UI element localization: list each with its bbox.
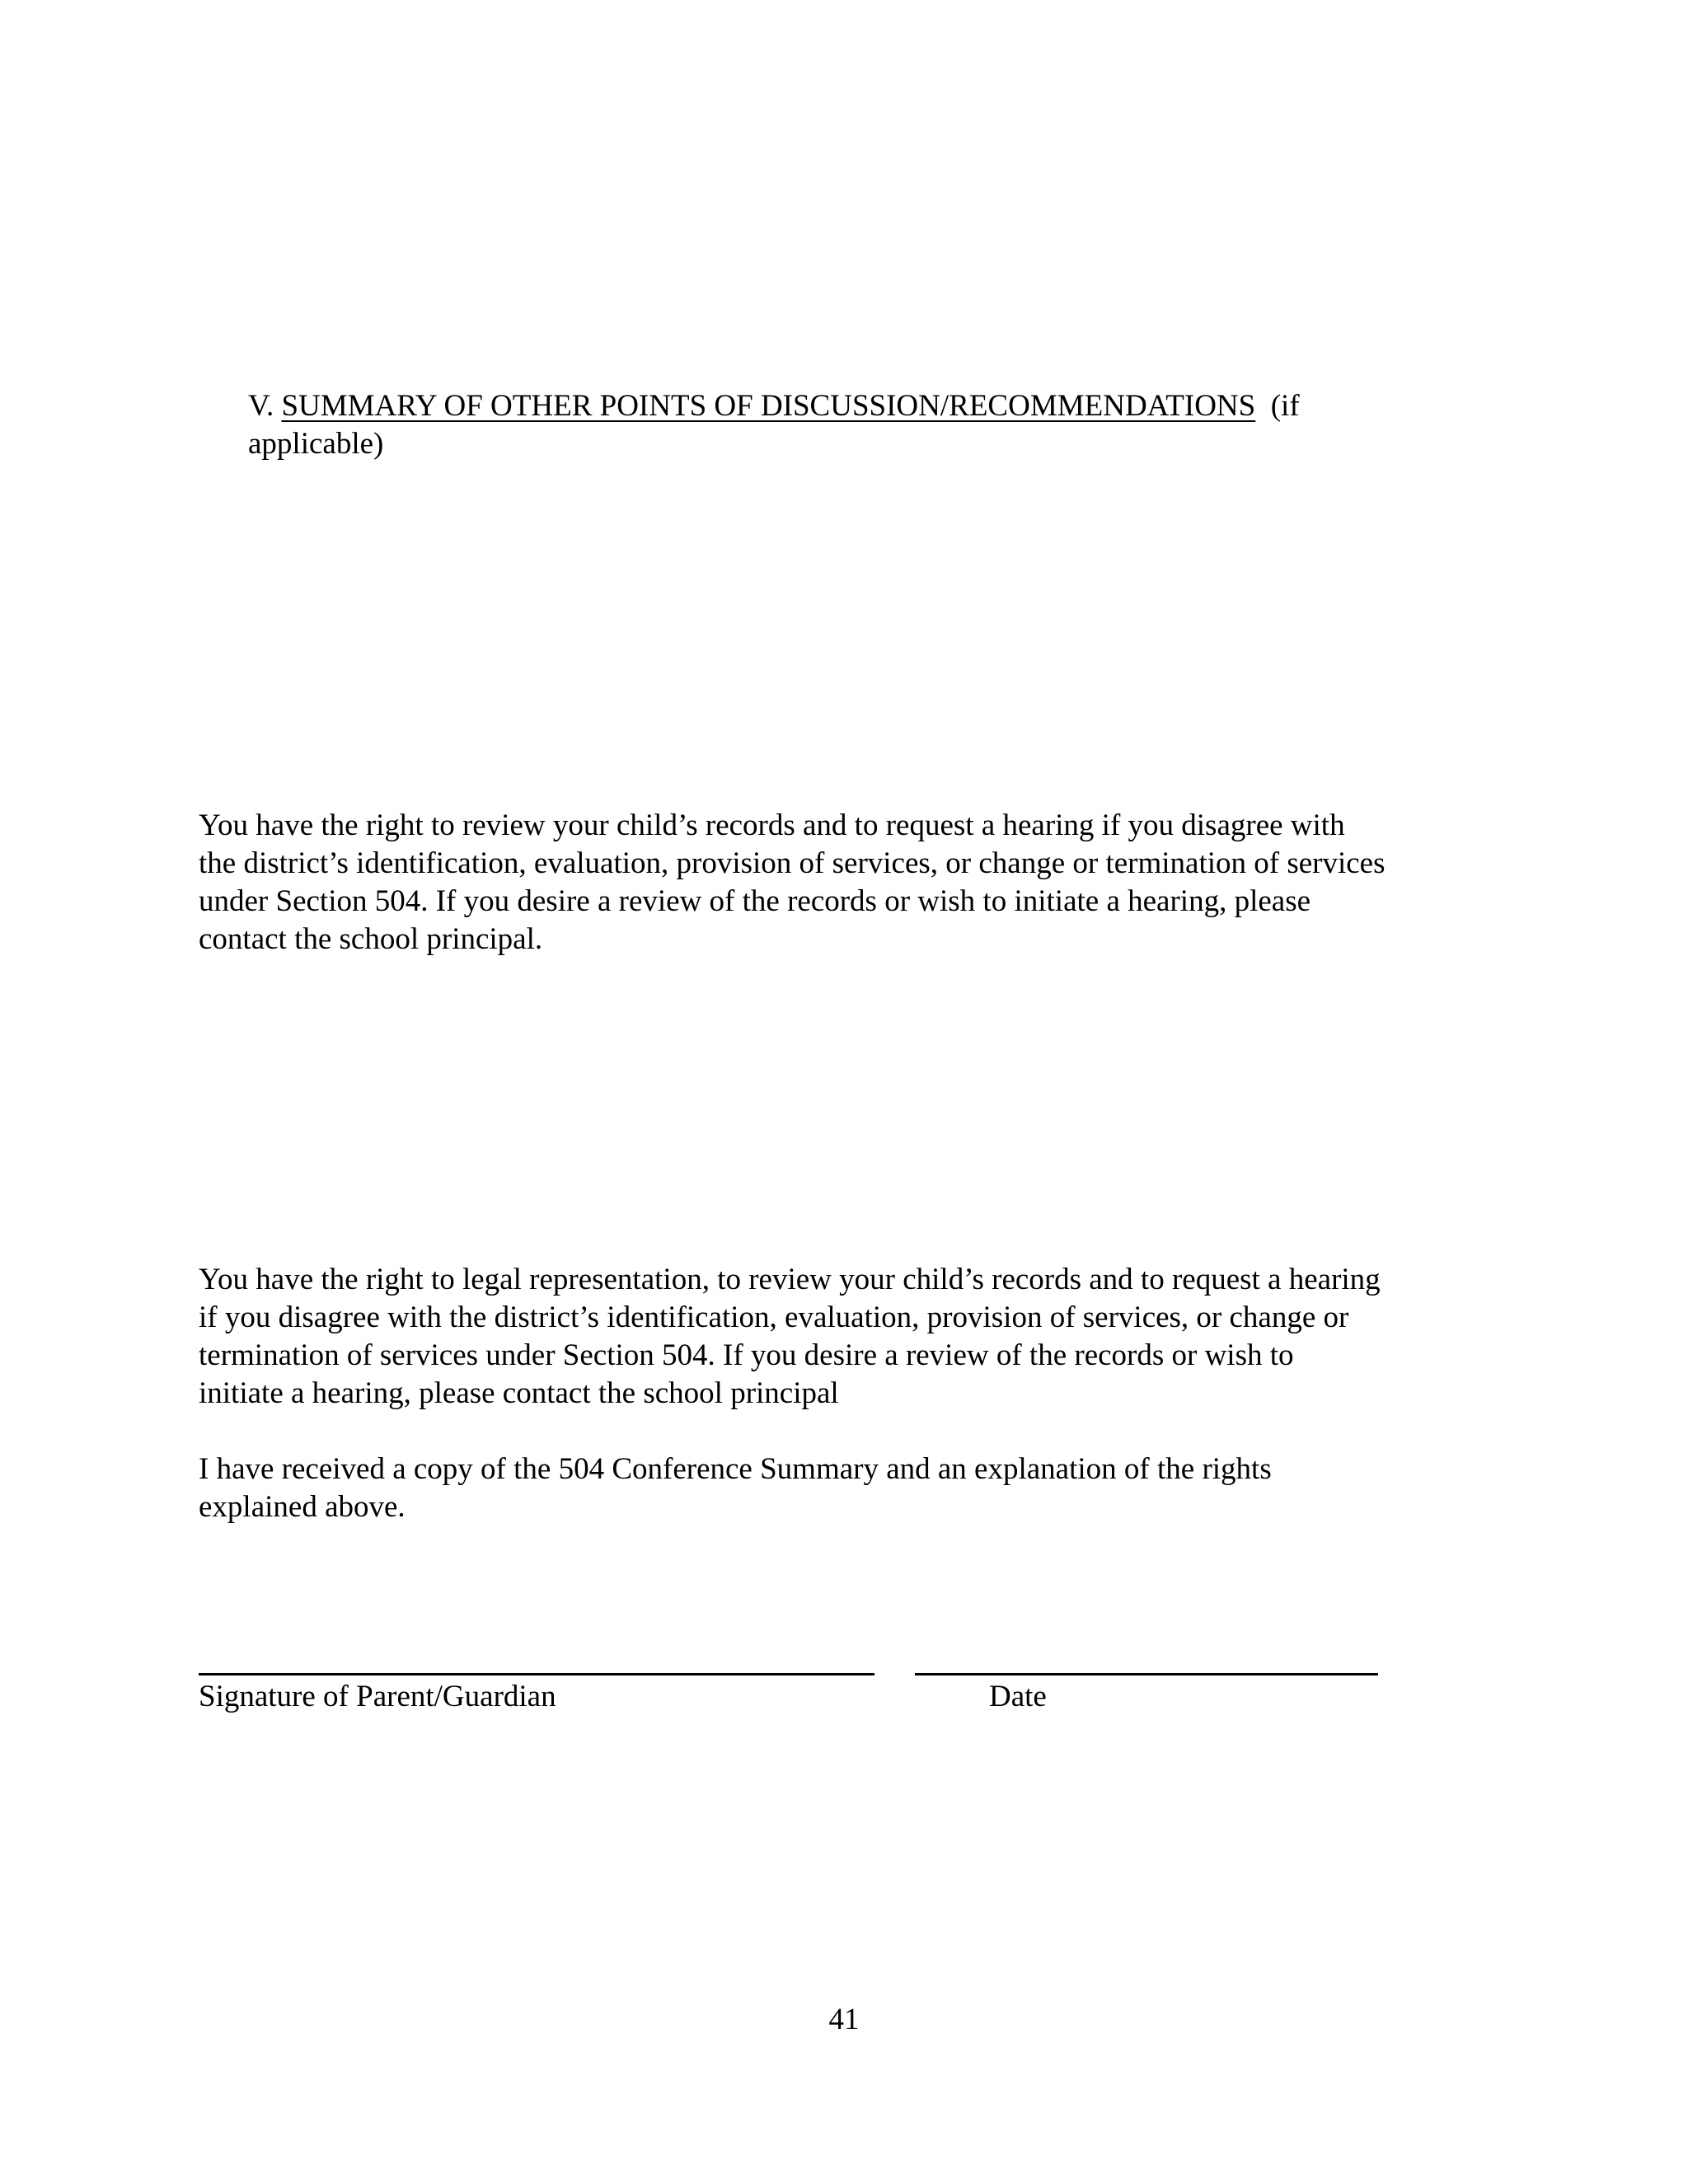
- paragraph-line: You have the right to legal representation, to review your child’s records and to request a hearing: [199, 1263, 1381, 1296]
- page-number: 41: [828, 2003, 860, 2036]
- paragraph-line: if you disagree with the district’s identification, evaluation, provision of services, or change or: [199, 1301, 1349, 1334]
- section-v-heading: [248, 387, 1300, 425]
- section-v-prefix: V.: [248, 389, 282, 423]
- paragraph-line: the district’s identification, evaluation, provision of services, or change or termination of services: [199, 846, 1386, 880]
- paragraph-line: termination of services under Section 504. If you desire a review of the records or wish to: [199, 1338, 1294, 1372]
- parent-signature-line[interactable]: [199, 1673, 874, 1675]
- section-v-title: SUMMARY OF OTHER POINTS OF DISCUSSION/RECOMMENDATIONS: [281, 389, 1256, 423]
- section-v-heading-line2: applicable): [248, 427, 384, 461]
- paragraph-line: initiate a hearing, please contact the school principal: [199, 1376, 839, 1410]
- paragraph-line: contact the school principal.: [199, 922, 543, 956]
- paragraph-line: under Section 504. If you desire a review of the records or wish to initiate a hearing, please: [199, 884, 1311, 918]
- paragraph-line: You have the right to review your child’s records and to request a hearing if you disagree with: [199, 808, 1345, 842]
- parent-signature-label: Signature of Parent/Guardian: [199, 1680, 556, 1713]
- paragraph-line: explained above.: [199, 1490, 406, 1524]
- date-signature-line[interactable]: [915, 1673, 1378, 1675]
- rights-notice-paragraph: [199, 807, 1386, 958]
- paragraph-line: I have received a copy of the 504 Conference Summary and an explanation of the rights: [199, 1452, 1272, 1486]
- legal-rights-notice-paragraph: [199, 1261, 1381, 1413]
- section-v-suffix: (if: [1255, 389, 1300, 423]
- date-label: Date: [989, 1680, 1047, 1713]
- acknowledgment-paragraph: [199, 1451, 1272, 1526]
